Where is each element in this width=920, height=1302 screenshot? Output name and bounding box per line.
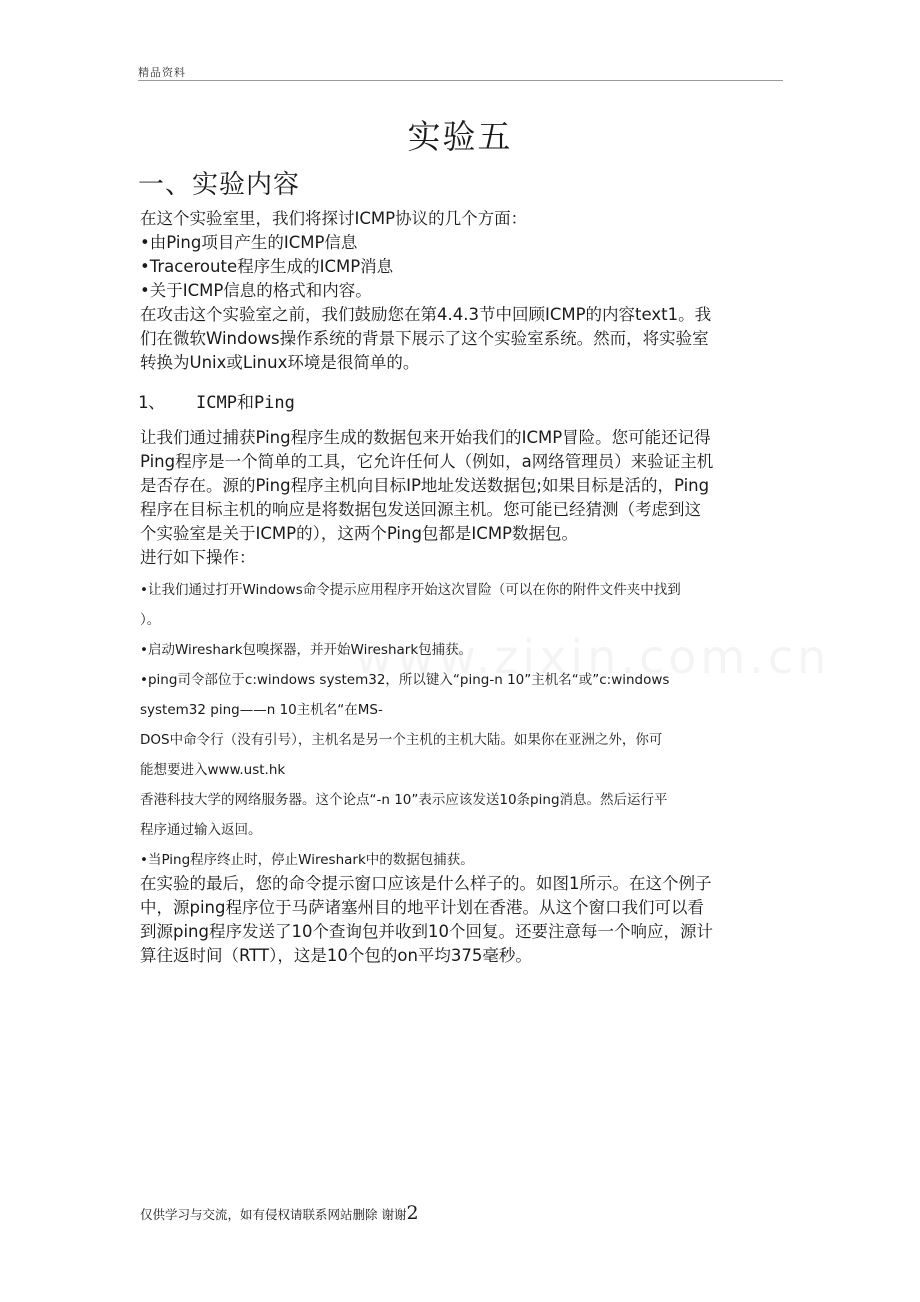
- intro-block: [140, 207, 785, 375]
- step-line: •让我们通过打开Windows命令提示应用程序开始这次冒险（可以在你的附件文件夹中找到: [140, 582, 681, 598]
- footer-note: 仅供学习与交流，如有侵权请联系网站删除 谢谢: [140, 1207, 407, 1222]
- intro-bullet: •由Ping项目产生的ICMP信息: [140, 233, 358, 252]
- closing-line: 到源ping程序发送了10个查询包并收到10个回复。还要注意每一个响应，源计: [140, 922, 713, 941]
- intro-bullet: •Traceroute程序生成的ICMP消息: [140, 257, 394, 276]
- step-line: system32 ping——n 10主机名“在MS-: [140, 702, 383, 718]
- closing-line: 算往返时间（RTT），这是10个包的on平均375毫秒。: [140, 946, 532, 965]
- body-line: 程序在目标主机的响应是将数据包发送回源主机。您可能已经猜测（考虑到这: [140, 500, 701, 519]
- step-line: •ping司令部位于c:windows system32，所以键入“ping-n 10”主机名“或”c:windows: [140, 672, 670, 688]
- closing-line: 在实验的最后，您的命令提示窗口应该是什么样子的。如图1所示。在这个例子: [140, 874, 712, 893]
- header-divider: [138, 80, 783, 81]
- step-line: DOS中命令行（没有引号），主机名是另一个主机的主机大陆。如果你在亚洲之外，你可: [140, 732, 663, 748]
- subsection-number: 1、: [138, 393, 166, 413]
- step-line: 香港科技大学的网络服务器。这个论点“-n 10”表示应该发送10条ping消息。然后运行平: [140, 792, 668, 808]
- body-line: 让我们通过捕获Ping程序生成的数据包来开始我们的ICMP冒险。您可能还记得: [140, 428, 711, 447]
- body-line: 进行如下操作：: [140, 548, 256, 567]
- steps-block: [140, 575, 785, 875]
- body-line: Ping程序是一个简单的工具，它允许任何人（例如，a网络管理员）来验证主机: [140, 452, 714, 471]
- closing-block: [140, 872, 785, 968]
- step-line: 能想要进入www.ust.hk: [140, 762, 286, 778]
- footer: [140, 1202, 419, 1224]
- step-line: •启动Wireshark包嗅探器，并开始Wireshark包捕获。: [140, 642, 473, 658]
- document-title: 实验五: [407, 117, 513, 156]
- step-line: 程序通过输入返回。: [140, 822, 262, 838]
- intro-line: 们在微软Windows操作系统的背景下展示了这个实验室系统。然而，将实验室: [140, 329, 709, 348]
- body-line: 个实验室是关于ICMP的），这两个Ping包都是ICMP数据包。: [140, 524, 578, 543]
- section-heading: 一、实验内容: [138, 170, 301, 200]
- subsection-title: ICMP和Ping: [196, 393, 295, 413]
- step-line: •当Ping程序终止时，停止Wireshark中的数据包捕获。: [140, 852, 474, 868]
- intro-bullet: •关于ICMP信息的格式和内容。: [140, 281, 372, 300]
- step-line: ）。: [140, 612, 161, 628]
- intro-line: 在攻击这个实验室之前，我们鼓励您在第4.4.3节中回顾ICMP的内容text1。我: [140, 305, 712, 324]
- closing-line: 中，源ping程序位于马萨诸塞州目的地平计划在香港。从这个窗口我们可以看: [140, 898, 704, 917]
- subsection-heading: [138, 391, 295, 415]
- body-line: 是否存在。源的Ping程序主机向目标IP地址发送数据包;如果目标是活的，Ping: [140, 476, 710, 495]
- intro-line: 在这个实验室里，我们将探讨ICMP协议的几个方面：: [140, 209, 528, 228]
- header-label: 精品资料: [138, 66, 186, 79]
- page-number: 2: [406, 1202, 419, 1224]
- intro-line: 转换为Unix或Linux环境是很简单的。: [140, 353, 420, 372]
- body-block: [140, 426, 785, 570]
